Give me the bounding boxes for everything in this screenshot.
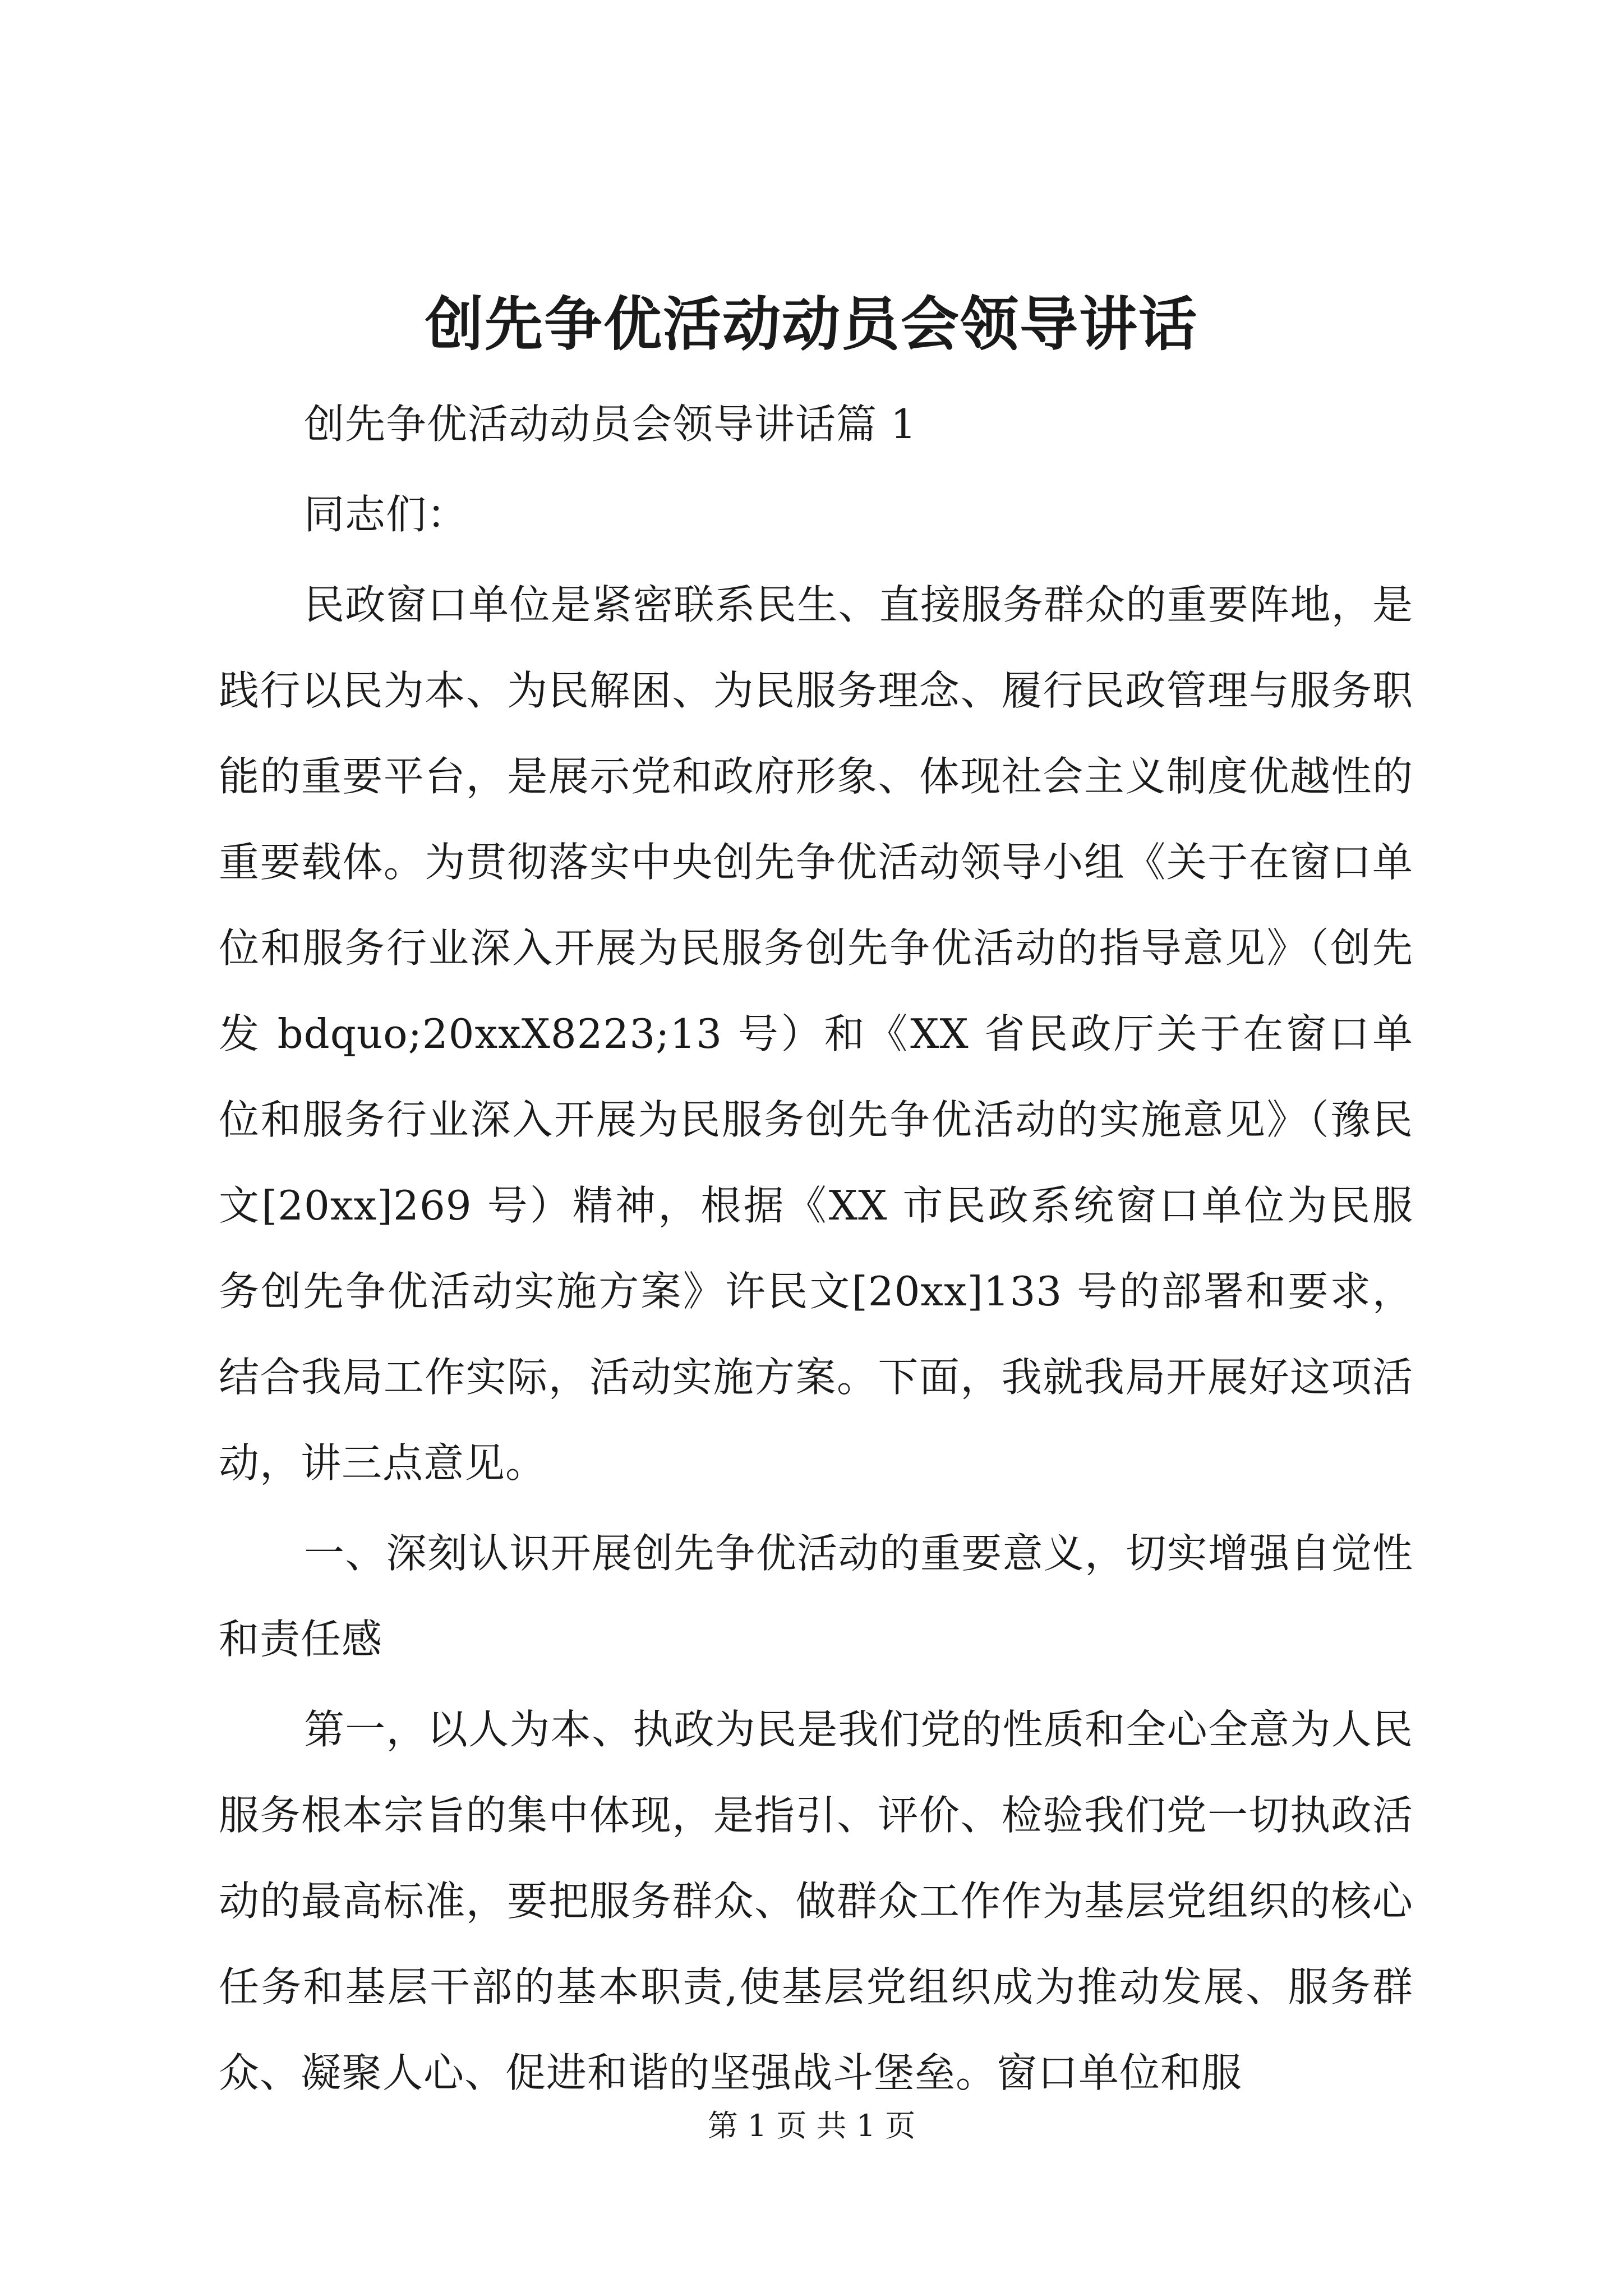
page-footer: 第 1 页 共 1 页 xyxy=(707,2108,916,2143)
body-paragraph: 第一，以人为本、执政为民是我们党的性质和全心全意为人民服务根本宗旨的集中体现，是指引、评价、检验我们党一切执政活动的最高标准，要把服务群众、做群众工作作为基层党组织的核心任务和基层干部的基本职责,使基层党组织成为推动发展、服务群众、凝聚人心、促进和谐的坚强战斗堡垒。窗口单位和服 xyxy=(219,1706,1413,2096)
body-paragraph: 一、深刻认识开展创先争优活动的重要意义，切实增强自觉性和责任感 xyxy=(219,1530,1413,1663)
document-title: 创先争优活动动员会领导讲话 xyxy=(425,289,1198,358)
salutation: 同志们： xyxy=(304,491,468,538)
section-heading: 创先争优活动动员会领导讲话篇 1 xyxy=(304,401,917,448)
document-body xyxy=(219,381,1413,2120)
body-paragraph: 民政窗口单位是紧密联系民生、直接服务群众的重要阵地，是践行以民为本、为民解困、为民服务理念、履行民政管理与服务职能的重要平台，是展示党和政府形象、体现社会主义制度优越性的重要载体。为贯彻落实中央创先争优活动领导小组《关于在窗口单位和服务行业深入开展为民服务创先争优活动的指导意见》（创先发 bdquo;20xxX8223;13 号）和《XX 省民政厅关于在窗口单位和服务行业深入开展为民服务创先争优活动的实施意见》（豫民文[20xx]269 号）精神，根据《XX 市民政系统窗口单位为民服务创先争优活动实施方案》许民文[20xx]133 号的部署和要求，结合我局工作实际，活动实施方案。下面，我就我局开展好这项活动，讲三点意见。 xyxy=(219,581,1413,1487)
